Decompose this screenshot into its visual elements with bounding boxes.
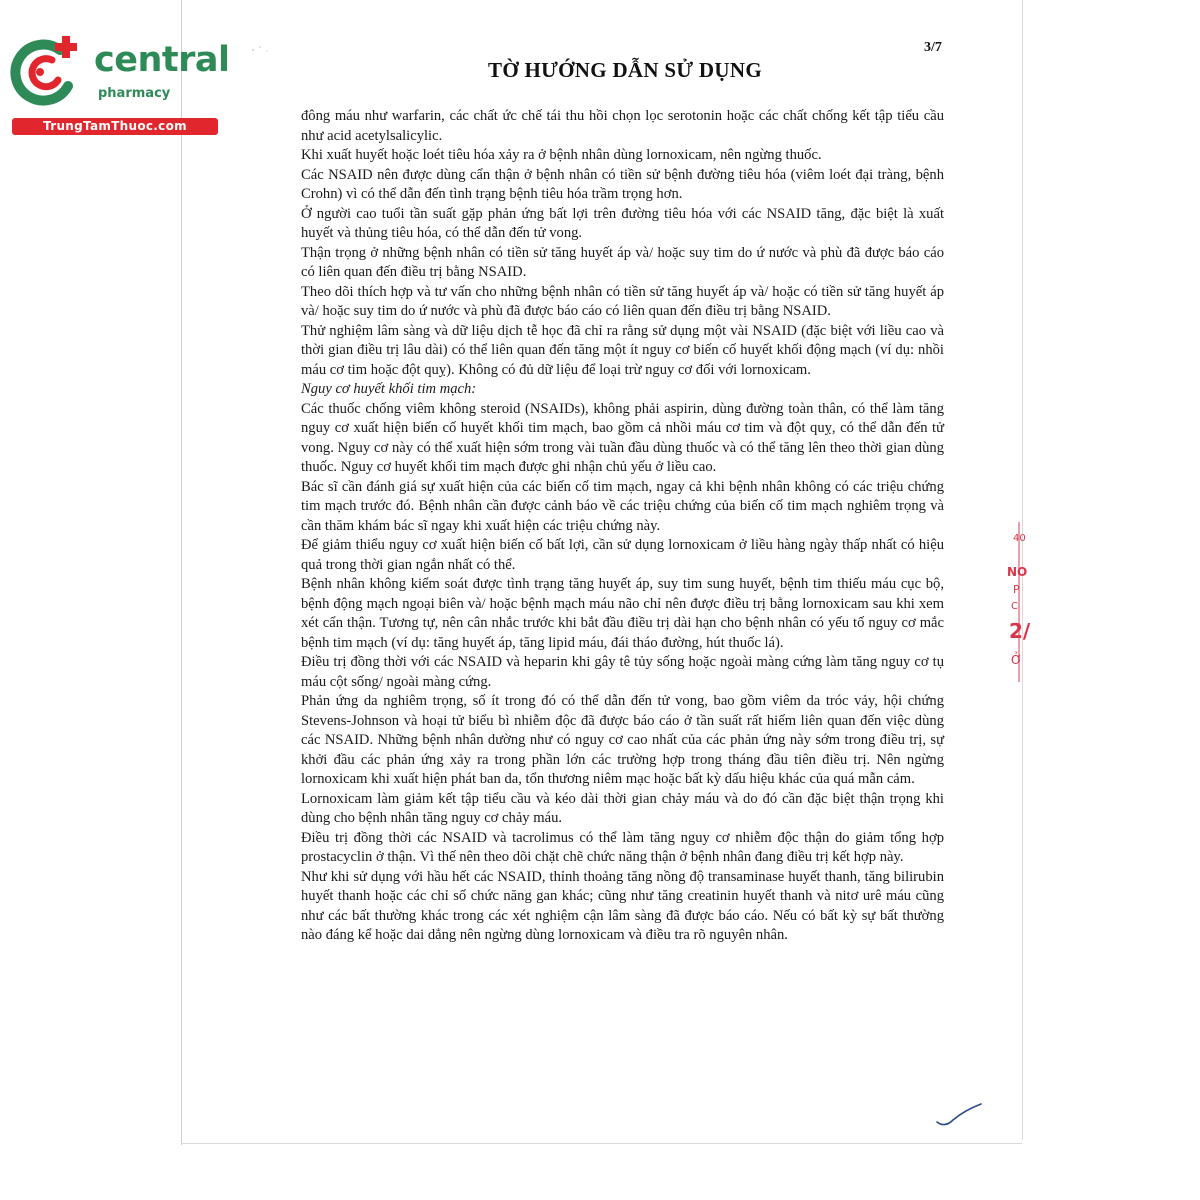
pharmacy-cross-icon [10, 36, 84, 110]
stamp-text: P [1013, 583, 1020, 596]
paragraph: Bác sĩ cần đánh giá sự xuất hiện của các biến cố tim mạch, ngay cả khi bệnh nhân không có các triệu chứng tim mạch trước đó. Bệnh nhân cần được cảnh báo về các triệu chứng của biến cố tim mạch nghiêm trọng và cần thăm khám bác sĩ ngay khi xuất hiện các triệu chứng này. [301, 478, 944, 534]
paragraph: Các thuốc chống viêm không steroid (NSAIDs), không phải aspirin, dùng đường toàn thân, có thể làm tăng nguy cơ xuất hiện biến cố huyết khối tim mạch, bao gồm cả nhồi máu cơ tim và đột quỵ, có thể dẫn đến tử vong. Nguy cơ này có thể xuất hiện sớm trong vài tuần đầu dùng thuốc và có thể tăng lên theo thời gian dùng thuốc. Nguy cơ huyết khối tim mạch được ghi nhận chủ yếu ở liều cao. [301, 400, 944, 475]
paragraph: Lornoxicam làm giảm kết tập tiểu cầu và kéo dài thời gian chảy máu và do đó cần đặc biệt thận trọng khi dùng cho bệnh nhân tăng nguy cơ chảy máu. [301, 790, 944, 826]
paragraph: Điều trị đồng thời các NSAID và tacrolimus có thể làm tăng nguy cơ nhiễm độc thận do giảm tổng hợp prostacyclin ở thận. Vì thế nên theo dõi chặt chẽ chức năng thận ở bệnh nhân đang điều trị kết hợp này. [301, 829, 944, 865]
paragraph: Bệnh nhân không kiểm soát được tình trạng tăng huyết áp, suy tim sung huyết, bệnh tim thiếu máu cục bộ, bệnh động mạch ngoại biên và/ hoặc bệnh mạch máu não chỉ nên được điều trị bằng lornoxicam sau khi xem xét cẩn thận. Tương tự, nên cân nhắc trước khi bắt đầu điều trị dài hạn cho bệnh nhân có yếu tố nguy cơ mắc bệnh tim mạch (ví dụ: tăng huyết áp, tăng lipid máu, đái tháo đường, hút thuốc lá). [301, 576, 944, 651]
stamp-text: 2/ [1009, 619, 1031, 643]
logo-site-banner: TrungTamThuoc.com [12, 118, 218, 135]
stamp-text: C [1011, 601, 1018, 612]
stamp-text: 40 [1013, 533, 1026, 544]
paragraph: Thử nghiệm lâm sàng và dữ liệu dịch tễ học đã chỉ ra rằng sử dụng một vài NSAID (đặc biệt với liều cao và thời gian điều trị lâu dài) có thể liên quan đến tăng một ít nguy cơ biến cố huyết khối động mạch (ví dụ: nhồi máu cơ tim hoặc đột quỵ). Không có đủ dữ liệu để loại trừ nguy cơ đối với lornoxicam. [301, 322, 944, 378]
scan-speck [250, 44, 272, 54]
initial-signature [935, 1100, 985, 1130]
paragraph: Theo dõi thích hợp và tư vấn cho những bệnh nhân có tiền sử tăng huyết áp và/ hoặc có tiền sử tăng huyết áp và/ hoặc suy tim do ứ nước và phù đã được báo cáo có liên quan đến điều trị bằng NSAID. [301, 283, 944, 319]
paragraph: Ở người cao tuổi tần suất gặp phản ứng bất lợi trên đường tiêu hóa với các NSAID tăng, đặc biệt là xuất huyết và thủng tiêu hóa, có thể dẫn đến tử vong. [301, 205, 944, 241]
page-edge-bottom [181, 1143, 1022, 1144]
red-stamp-fragment [1005, 525, 1031, 685]
section-heading: Nguy cơ huyết khối tim mạch: [301, 381, 477, 397]
paragraph: Các NSAID nên được dùng cẩn thận ở bệnh nhân có tiền sử bệnh đường tiêu hóa (viêm loét đại tràng, bệnh Crohn) vì có thể dẫn đến tình trạng bệnh tiêu hóa trầm trọng hơn. [301, 166, 944, 202]
logo-brand-text: central [94, 40, 230, 80]
paragraph: Điều trị đồng thời với các NSAID và heparin khi gây tê tủy sống hoặc ngoài màng cứng làm tăng nguy cơ tụ máu cột sống/ ngoài màng cứng. [301, 654, 944, 690]
page-edge-left [181, 0, 182, 1145]
logo-sub-text: pharmacy [98, 86, 171, 101]
document-title: TỜ HƯỚNG DẪN SỬ DỤNG [488, 58, 762, 82]
stamp-text: NO [1007, 565, 1028, 579]
stamp-text: Ở [1011, 653, 1022, 667]
page-number: 3/7 [924, 40, 942, 55]
paragraph: Để giảm thiểu nguy cơ xuất hiện biến cố bất lợi, cần sử dụng lornoxicam ở liều hàng ngày thấp nhất có hiệu quả trong thời gian ngắn nhất có thể. [301, 537, 944, 573]
paragraph: Như khi sử dụng với hầu hết các NSAID, thỉnh thoảng tăng nồng độ transaminase huyết thanh, tăng bilirubin huyết thanh hoặc các chỉ số chức năng gan khác; cũng như tăng creatinin huyết thanh và nitơ urê máu cũng như các bất thường khác trong các xét nghiệm cận lâm sàng đã được báo cáo. Nếu có bất kỳ sự bất thường nào đáng kể hoặc dai dẳng nên ngừng dùng lornoxicam và điều tra rõ nguyên nhân. [301, 868, 944, 943]
central-pharmacy-logo [10, 36, 230, 136]
paragraph: đông máu như warfarin, các chất ức chế tái thu hồi chọn lọc serotonin hoặc các chất chống kết tập tiểu cầu như acid acetylsalicylic. [301, 108, 944, 144]
paragraph: Phản ứng da nghiêm trọng, số ít trong đó có thể dẫn đến tử vong, bao gồm viêm da tróc vảy, hội chứng Stevens-Johnson và hoại tử biểu bì nhiễm độc đã được báo cáo ở tần suất rất hiếm liên quan đến việc dùng các NSAID. Những bệnh nhân dường như có nguy cơ cao nhất của các phản ứng này sớm trong điều trị, sự khởi đầu các phản ứng xảy ra trong phần lớn các trường hợp trong tháng đầu tiên điều trị. Nên ngừng lornoxicam khi xuất hiện phát ban da, tổn thương niêm mạc hoặc bất kỳ dấu hiệu khác của quá mẫn cảm. [301, 693, 944, 787]
paragraph: Thận trọng ở những bệnh nhân có tiền sử tăng huyết áp và/ hoặc suy tim do ứ nước và phù đã được báo cáo có liên quan đến điều trị bằng NSAID. [301, 244, 944, 280]
document-body [301, 107, 944, 946]
paragraph: Khi xuất huyết hoặc loét tiêu hóa xảy ra ở bệnh nhân dùng lornoxicam, nên ngừng thuốc. [301, 147, 822, 163]
